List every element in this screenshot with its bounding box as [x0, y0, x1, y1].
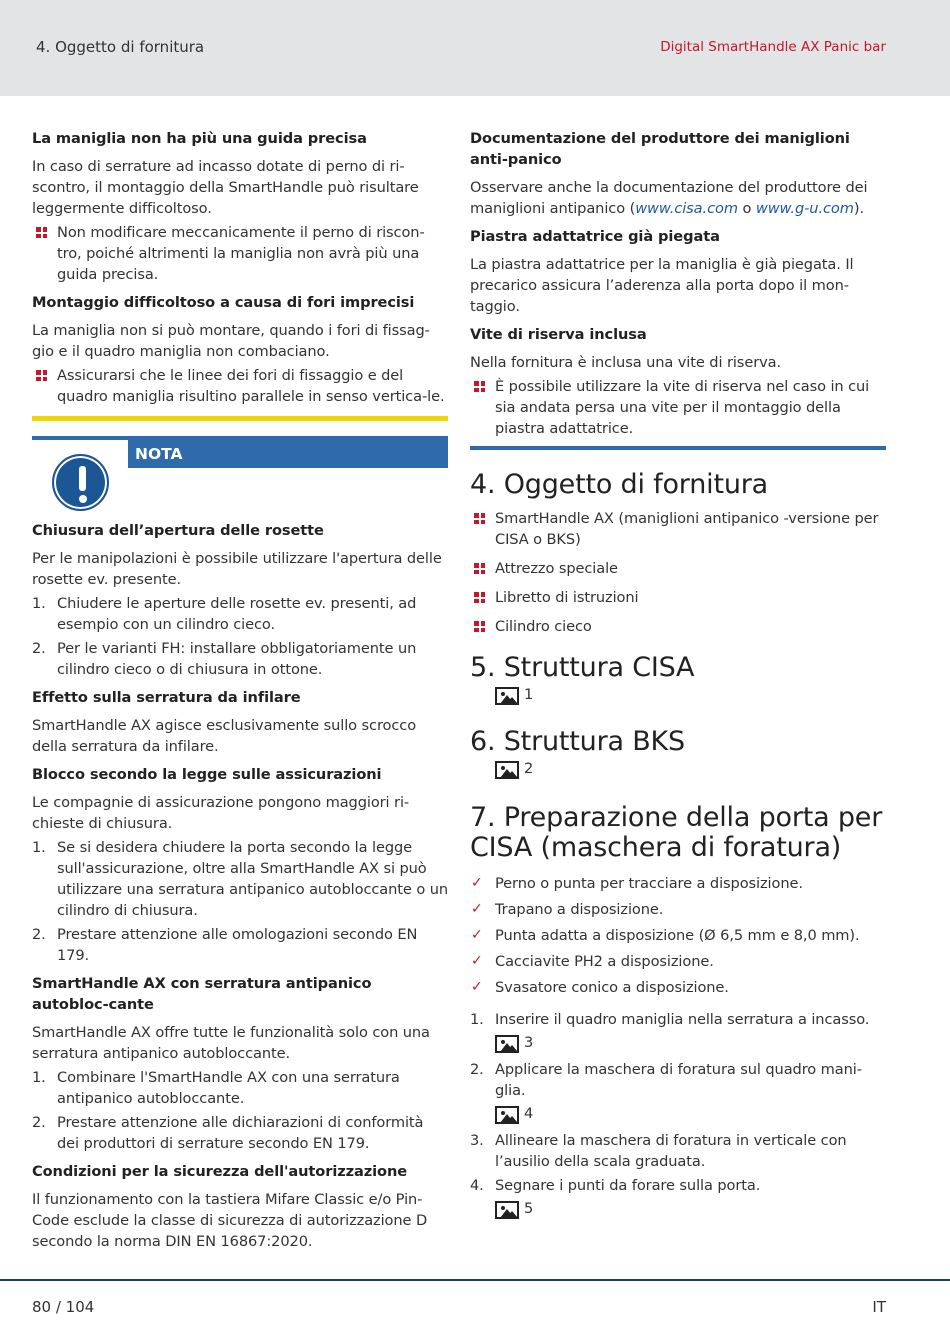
heading-rosette: Chiusura dell’apertura delle rosette: [32, 522, 324, 539]
section-heading-5: 5. Struttura CISA: [470, 652, 695, 683]
list-item: 1. Combinare l'SmartHandle AX con una serratura antipanico autobloccante.: [32, 1069, 400, 1107]
paragraph: La maniglia non si può montare, quando i fori di fissag-gio e il quadro maniglia non combaciano.: [32, 322, 430, 360]
heading-guida-precisa: La maniglia non ha più una guida precisa: [32, 130, 367, 147]
section-heading-7: 7. Preparazione della porta per CISA (maschera di foratura): [470, 802, 883, 863]
check-icon: ✓: [471, 927, 483, 943]
image-icon: [495, 761, 519, 779]
paragraph: Osservare anche la documentazione del produttore dei maniglioni antipanico (www.cisa.com o www.g-u.com).: [470, 179, 868, 217]
image-icon: [495, 1201, 519, 1219]
image-icon: [495, 1035, 519, 1053]
check-item: ✓ Cacciavite PH2 a disposizione.: [471, 953, 714, 970]
step-item: 3. Allineare la maschera di foratura in verticale con l’ausilio della scala graduata.: [470, 1132, 847, 1170]
heading-documentazione: Documentazione del produttore dei maniglioni anti-panico: [470, 130, 850, 168]
bullet-square-icon: [36, 227, 47, 238]
image-icon: [495, 1106, 519, 1124]
figure-reference[interactable]: 5: [495, 1199, 886, 1221]
check-item: ✓ Svasatore conico a disposizione.: [471, 979, 729, 996]
paragraph: Per le manipolazioni è possibile utilizzare l'apertura delle rosette ev. presente.: [32, 550, 442, 588]
bullet-item: È possibile utilizzare la vite di riserva nel caso in cui sia andata persa una vite per il montaggio della piastra adattatrice.: [470, 376, 886, 439]
exclamation-icon: [52, 454, 109, 511]
heading-autobloccante: SmartHandle AX con serratura antipanico autobloc-cante: [32, 975, 372, 1013]
bullet-square-icon: [474, 381, 485, 392]
heading-assicurazioni: Blocco secondo la legge sulle assicurazioni: [32, 766, 382, 783]
yellow-divider: [32, 416, 448, 421]
step-item: 4. Segnare i punti da forare sulla porta.: [470, 1177, 761, 1194]
bullet-square-icon: [474, 592, 485, 603]
image-icon: [495, 687, 519, 705]
paragraph: Le compagnie di assicurazione pongono maggiori ri-chieste di chiusura.: [32, 794, 410, 832]
link-gu[interactable]: www.g-u.com: [755, 200, 854, 217]
footer-divider: [0, 1279, 950, 1281]
section-heading-6: 6. Struttura BKS: [470, 726, 685, 757]
bullet-item: Attrezzo speciale: [470, 558, 886, 579]
paragraph: SmartHandle AX agisce esclusivamente sullo scrocco della serratura da infilare.: [32, 717, 417, 755]
check-icon: ✓: [471, 875, 483, 891]
figure-reference[interactable]: 4: [495, 1104, 886, 1126]
bullet-square-icon: [474, 513, 485, 524]
heading-fori-imprecisi: Montaggio difficoltoso a causa di fori imprecisi: [32, 294, 415, 311]
paragraph: La piastra adattatrice per la maniglia è già piegata. Il precarico assicura l’aderenza alla porta dopo il mon-taggio.: [470, 256, 854, 315]
bullet-item: Libretto di istruzioni: [470, 587, 886, 608]
blue-divider: [470, 446, 886, 450]
language-code: IT: [872, 1298, 886, 1316]
check-icon: ✓: [471, 953, 483, 969]
list-item: 2. Prestare attenzione alle omologazioni secondo EN 179.: [32, 926, 418, 964]
step-item: 1. Inserire il quadro maniglia nella serratura a incasso.: [470, 1011, 870, 1028]
paragraph: Il funzionamento con la tastiera Mifare Classic e/o Pin-Code esclude la classe di sicurezza di autorizzazione D secondo la norma DIN EN 16867:2020.: [32, 1191, 428, 1250]
check-icon: ✓: [471, 979, 483, 995]
figure-reference[interactable]: 1: [495, 685, 886, 707]
note-box: [32, 436, 448, 516]
header-product-name: Digital SmartHandle AX Panic bar: [660, 39, 886, 55]
bullet-item: Non modificare meccanicamente il perno di riscon-tro, poiché altrimenti la maniglia non avrà più una guida precisa.: [32, 222, 448, 285]
bullet-item: Cilindro cieco: [470, 616, 886, 637]
page-number: 80 / 104: [32, 1298, 95, 1316]
check-item: ✓ Trapano a disposizione.: [471, 901, 664, 918]
list-item: 1. Se si desidera chiudere la porta secondo la legge sull'assicurazione, oltre alla SmartHandle AX si può utilizzare una serratura antipanico autobloccante o un cilindro di chiusura.: [32, 839, 449, 919]
paragraph: In caso di serrature ad incasso dotate di perno di ri-scontro, il montaggio della SmartHandle può risultare leggermente difficoltoso.: [32, 158, 419, 217]
bullet-square-icon: [474, 621, 485, 632]
check-item: ✓ Punta adatta a disposizione (Ø 6,5 mm e 8,0 mm).: [471, 927, 860, 944]
heading-vite-riserva: Vite di riserva inclusa: [470, 326, 647, 343]
list-item: 1. Chiudere le aperture delle rosette ev. presenti, ad esempio con un cilindro cieco.: [32, 595, 417, 633]
section-heading-4: 4. Oggetto di fornitura: [470, 469, 768, 500]
link-cisa[interactable]: www.cisa.com: [635, 200, 738, 217]
bullet-item: Assicurarsi che le linee dei fori di fissaggio e del quadro maniglia risultino parallele in senso vertica-le.: [32, 365, 448, 407]
paragraph: Nella fornitura è inclusa una vite di riserva.: [470, 354, 782, 371]
paragraph: SmartHandle AX offre tutte le funzionalità solo con una serratura antipanico autobloccante.: [32, 1024, 430, 1062]
bullet-square-icon: [474, 563, 485, 574]
right-column: [470, 128, 886, 1221]
header-section-title: 4. Oggetto di fornitura: [36, 38, 205, 56]
bullet-square-icon: [36, 370, 47, 381]
list-item: 2. Prestare attenzione alle dichiarazioni di conformità dei produttori di serrature secondo EN 179.: [32, 1114, 424, 1152]
figure-reference[interactable]: 3: [495, 1033, 886, 1055]
figure-reference[interactable]: 2: [495, 759, 886, 781]
list-item: 2. Per le varianti FH: installare obbligatoriamente un cilindro cieco o di chiusura in ottone.: [32, 640, 417, 678]
page-header: [0, 0, 950, 96]
heading-sicurezza-autorizzazione: Condizioni per la sicurezza dell'autorizzazione: [32, 1163, 408, 1180]
step-item: 2. Applicare la maschera di foratura sul quadro mani-glia.: [470, 1061, 862, 1099]
heading-serratura-infilare: Effetto sulla serratura da infilare: [32, 689, 301, 706]
left-column: [32, 128, 448, 1255]
check-icon: ✓: [471, 901, 483, 917]
check-item: ✓ Perno o punta per tracciare a disposizione.: [471, 875, 803, 892]
heading-piastra: Piastra adattatrice già piegata: [470, 228, 720, 245]
note-label: NOTA: [128, 440, 448, 468]
bullet-item: SmartHandle AX (maniglioni antipanico -versione per CISA o BKS): [470, 508, 886, 550]
